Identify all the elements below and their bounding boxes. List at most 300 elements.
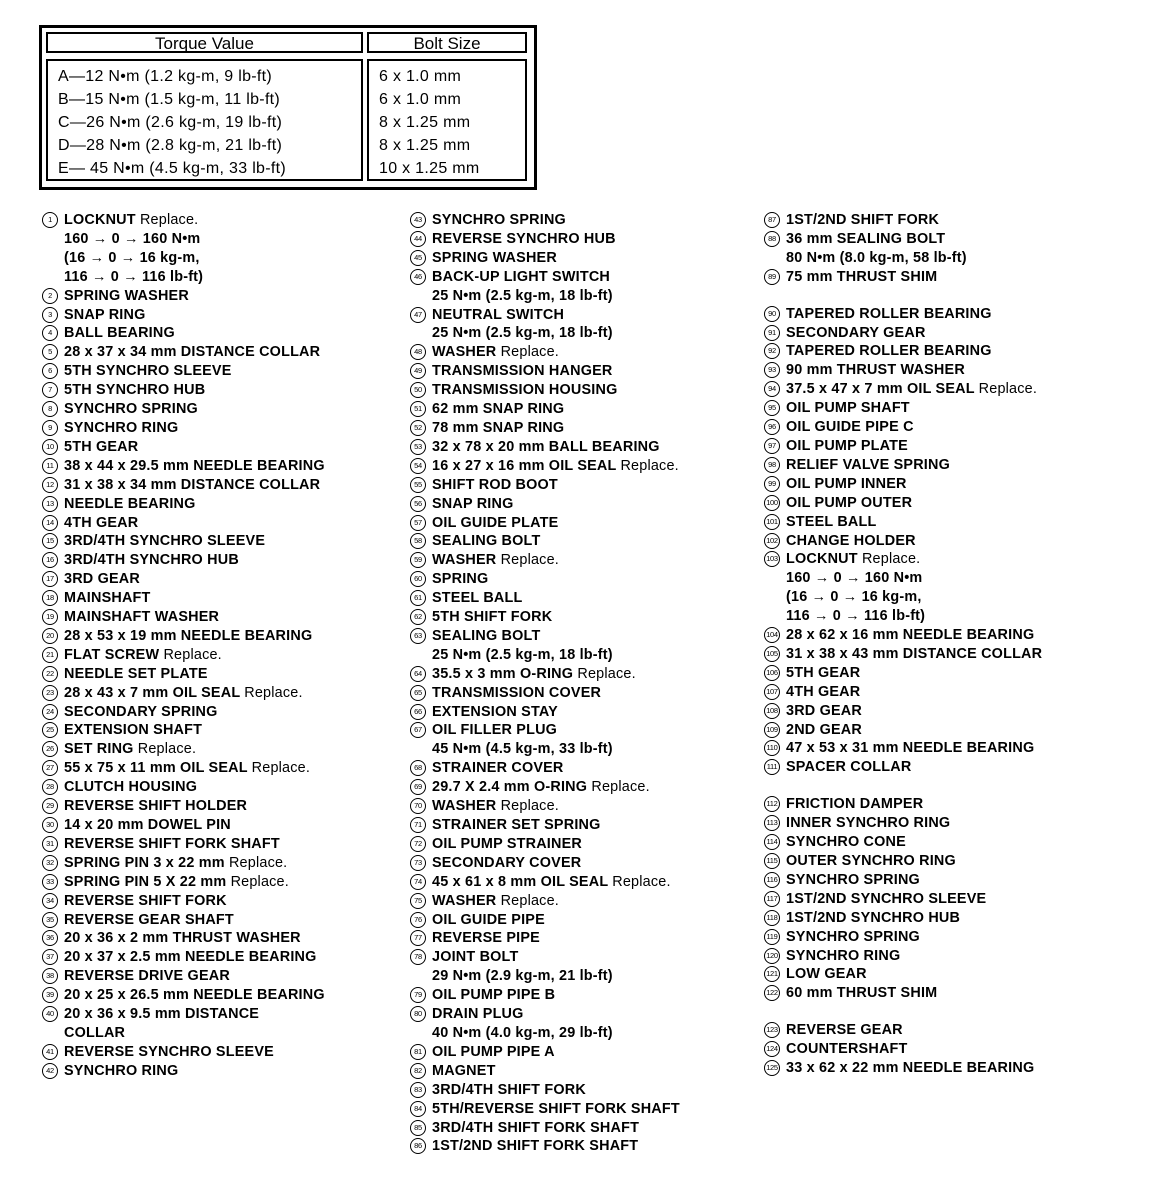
- part-text: [64, 400, 198, 419]
- part-line: [64, 589, 151, 608]
- part-text: [786, 626, 1034, 645]
- part-spec-line: 116 → 0 → 116 lb-ft): [64, 268, 204, 285]
- part-number-badge: 28: [42, 779, 58, 795]
- part-text: [64, 589, 151, 608]
- part-number-badge: 107: [764, 684, 780, 700]
- part-name: LOCKNUT: [64, 212, 136, 228]
- part-line: [786, 739, 1034, 758]
- part-number-badge: 121: [764, 966, 780, 982]
- part-text: [432, 306, 613, 344]
- part-item: [764, 683, 1042, 702]
- part-line: [64, 778, 197, 797]
- part-text: [64, 1005, 259, 1043]
- part-line: [432, 476, 558, 495]
- part-note: Replace.: [230, 873, 289, 890]
- part-item: [42, 419, 325, 438]
- part-name: SYNCHRO RING: [64, 1062, 179, 1079]
- part-line: [432, 684, 601, 703]
- part-text: [432, 835, 582, 854]
- part-number-badge: 113: [764, 815, 780, 831]
- part-number-badge: 36: [42, 930, 58, 946]
- part-name: TAPERED ROLLER BEARING: [786, 343, 992, 360]
- part-text: [786, 1059, 1034, 1078]
- part-name: SYNCHRO RING: [64, 419, 179, 436]
- part-text: [786, 965, 867, 984]
- part-number-badge: 58: [410, 533, 426, 549]
- part-text: [64, 306, 146, 325]
- part-number-badge: 38: [42, 968, 58, 984]
- part-item: [410, 381, 680, 400]
- part-text: [64, 929, 301, 948]
- part-number-badge: 87: [764, 212, 780, 228]
- part-line: [786, 947, 900, 966]
- part-line: [432, 514, 558, 533]
- part-name: NEEDLE SET PLATE: [64, 665, 208, 682]
- part-line: [432, 362, 613, 381]
- part-name: SPACER COLLAR: [786, 759, 912, 776]
- part-item: [410, 797, 680, 816]
- part-name: 20 x 37 x 2.5 mm NEEDLE BEARING: [64, 949, 317, 966]
- part-text: [432, 570, 488, 589]
- part-item: [42, 892, 325, 911]
- part-number-badge: 43: [410, 212, 426, 228]
- part-line: [432, 778, 650, 797]
- part-number-badge: 99: [764, 476, 780, 492]
- part-number-badge: 82: [410, 1063, 426, 1079]
- part-item: [410, 986, 680, 1005]
- part-text: [432, 532, 540, 551]
- part-text: [64, 211, 203, 287]
- part-number-badge: 98: [764, 457, 780, 473]
- part-name: 3RD/4TH SHIFT FORK: [432, 1081, 586, 1098]
- part-text: [64, 1062, 178, 1081]
- part-line: [786, 550, 925, 569]
- part-text: [64, 835, 280, 854]
- part-text: [432, 1119, 639, 1138]
- part-line: [432, 759, 564, 778]
- part-number-badge: 84: [410, 1101, 426, 1117]
- part-item: [42, 1005, 325, 1043]
- part-text: [432, 249, 557, 268]
- part-text: [432, 911, 545, 930]
- part-line: [432, 1081, 586, 1100]
- part-number-badge: 45: [410, 250, 426, 266]
- part-number-badge: 115: [764, 853, 780, 869]
- part-line: [786, 814, 950, 833]
- part-line: [786, 984, 937, 1003]
- part-name: 55 x 75 x 11 mm OIL SEAL: [64, 760, 248, 777]
- part-text: [432, 1043, 555, 1062]
- part-name: 28 x 43 x 7 mm OIL SEAL: [64, 684, 241, 701]
- part-number-badge: 5: [42, 344, 58, 360]
- part-item: [42, 476, 325, 495]
- part-line: [64, 646, 222, 665]
- part-item: [42, 929, 325, 948]
- part-number-badge: 33: [42, 874, 58, 890]
- part-item: [410, 703, 680, 722]
- part-line: [432, 495, 514, 514]
- part-line: [64, 1062, 178, 1081]
- part-number-badge: 22: [42, 666, 58, 682]
- part-item: [764, 721, 1042, 740]
- part-item: [42, 665, 325, 684]
- part-item: [764, 361, 1042, 380]
- part-item: [764, 211, 1042, 230]
- part-number-badge: 109: [764, 722, 780, 738]
- part-spec-line: (16 → 0 → 16 kg-m,: [64, 249, 200, 266]
- part-note: Replace.: [137, 741, 197, 758]
- part-note: Replace.: [500, 798, 559, 815]
- part-item: [764, 852, 1042, 871]
- part-text: [64, 854, 287, 873]
- part-line: [432, 1062, 496, 1081]
- part-name: COUNTERSHAFT: [786, 1041, 908, 1058]
- part-line: [64, 854, 287, 873]
- part-line: [432, 892, 559, 911]
- part-number-badge: 4: [42, 325, 58, 341]
- part-item: [42, 816, 325, 835]
- part-item: [764, 890, 1042, 909]
- part-number-badge: 103: [764, 551, 780, 567]
- part-line: [786, 342, 992, 361]
- part-name: 4TH GEAR: [64, 514, 139, 531]
- part-note: Replace.: [500, 552, 559, 569]
- part-name: STEEL BALL: [786, 513, 877, 530]
- part-item: [42, 854, 325, 873]
- part-line: [786, 380, 1037, 399]
- part-text: [64, 873, 289, 892]
- part-name: STEEL BALL: [432, 590, 523, 607]
- part-text: [432, 495, 514, 514]
- part-name: SNAP RING: [64, 306, 146, 323]
- part-text: [64, 759, 310, 778]
- part-item: [764, 758, 1042, 777]
- part-name: REVERSE PIPE: [432, 930, 540, 947]
- part-item: [42, 381, 325, 400]
- bolt-size-e: 10 x 1.25 mm: [379, 160, 480, 177]
- part-number-badge: 16: [42, 552, 58, 568]
- part-number-badge: 10: [42, 439, 58, 455]
- part-item: [410, 948, 680, 986]
- part-number-badge: 1: [42, 212, 58, 228]
- part-number-badge: 101: [764, 514, 780, 530]
- part-item: [764, 342, 1042, 361]
- part-number-badge: 7: [42, 382, 58, 398]
- part-item: [764, 437, 1042, 456]
- part-item: [42, 759, 325, 778]
- part-name: OIL PUMP STRAINER: [432, 835, 582, 852]
- part-name: 5TH SYNCHRO SLEEVE: [64, 363, 232, 380]
- part-name: SNAP RING: [432, 495, 514, 512]
- part-item: [410, 627, 680, 665]
- part-line: [64, 929, 301, 948]
- part-name: OIL GUIDE PLATE: [432, 514, 559, 531]
- part-item: [410, 929, 680, 948]
- bolt-size-header: Bolt Size: [367, 32, 527, 53]
- part-line: [432, 249, 557, 268]
- part-line: [786, 833, 906, 852]
- part-item: [410, 1137, 680, 1156]
- part-text: [786, 739, 1034, 758]
- part-name: 45 x 61 x 8 mm OIL SEAL: [432, 873, 609, 890]
- part-text: [786, 230, 967, 268]
- part-number-badge: 19: [42, 609, 58, 625]
- part-line: [786, 1059, 1034, 1078]
- part-line: [432, 306, 613, 325]
- part-number-badge: 9: [42, 420, 58, 436]
- part-text: [432, 343, 559, 362]
- part-line: [786, 645, 1042, 664]
- part-item: [410, 778, 680, 797]
- part-line: [432, 665, 636, 684]
- part-number-badge: 111: [764, 759, 780, 775]
- part-text: [64, 1043, 274, 1062]
- part-line: [786, 664, 860, 683]
- part-text: [786, 984, 937, 1003]
- part-line: [786, 268, 937, 287]
- part-number-badge: 117: [764, 891, 780, 907]
- part-name: SPRING WASHER: [432, 249, 557, 266]
- part-item: [42, 438, 325, 457]
- part-item: [42, 986, 325, 1005]
- part-number-badge: 97: [764, 438, 780, 454]
- part-number-badge: 106: [764, 665, 780, 681]
- part-name: NEEDLE BEARING: [64, 495, 196, 512]
- part-text: [432, 551, 559, 570]
- part-item: [42, 835, 325, 854]
- part-text: [64, 703, 218, 722]
- part-number-badge: 34: [42, 893, 58, 909]
- part-item: [410, 589, 680, 608]
- part-item: [42, 684, 325, 703]
- part-note: Replace.: [139, 212, 199, 228]
- part-text: [432, 608, 552, 627]
- part-name: TAPERED ROLLER BEARING: [786, 305, 992, 322]
- part-text: [64, 684, 303, 703]
- part-item: [42, 627, 325, 646]
- part-item: [764, 550, 1042, 626]
- part-text: [64, 986, 325, 1005]
- part-number-badge: 48: [410, 344, 426, 360]
- part-line: [432, 873, 671, 892]
- part-number-badge: 119: [764, 929, 780, 945]
- part-line: [786, 702, 862, 721]
- part-name: SHIFT ROD BOOT: [432, 476, 558, 493]
- part-item: [42, 495, 325, 514]
- part-number-badge: 17: [42, 571, 58, 587]
- part-text: [64, 646, 222, 665]
- part-number-badge: 23: [42, 685, 58, 701]
- part-text: [786, 211, 939, 230]
- part-spec-line: 25 N•m (2.5 kg-m, 18 lb-ft): [432, 646, 613, 663]
- part-line: [786, 513, 876, 532]
- part-item: [410, 759, 680, 778]
- part-number-badge: 75: [410, 893, 426, 909]
- part-text: [64, 457, 325, 476]
- part-line: [786, 795, 923, 814]
- part-text: [786, 380, 1037, 399]
- part-number-badge: 114: [764, 834, 780, 850]
- part-line: [432, 703, 558, 722]
- part-number-badge: 104: [764, 627, 780, 643]
- part-text: [432, 1100, 680, 1119]
- part-number-badge: 62: [410, 609, 426, 625]
- part-text: [432, 721, 613, 759]
- part-number-badge: 60: [410, 571, 426, 587]
- part-name: MAGNET: [432, 1062, 496, 1079]
- part-text: [64, 343, 320, 362]
- part-line: [64, 438, 138, 457]
- part-item: [764, 947, 1042, 966]
- part-line: [64, 532, 265, 551]
- part-item: [42, 514, 325, 533]
- part-name: OIL PUMP SHAFT: [786, 400, 910, 417]
- part-item: [42, 778, 325, 797]
- part-line: [786, 399, 910, 418]
- bolt-sizes: [367, 59, 527, 181]
- part-line: [64, 343, 320, 362]
- part-text: [432, 684, 601, 703]
- part-line: [432, 1100, 680, 1119]
- part-item: [410, 230, 680, 249]
- part-item: [764, 626, 1042, 645]
- part-item: [42, 589, 325, 608]
- part-item: [764, 702, 1042, 721]
- part-number-badge: 31: [42, 836, 58, 852]
- part-item: [42, 721, 325, 740]
- part-name: REVERSE SHIFT FORK: [64, 892, 227, 909]
- part-name: 62 mm SNAP RING: [432, 401, 565, 418]
- part-number-badge: 20: [42, 628, 58, 644]
- part-number-badge: 71: [410, 817, 426, 833]
- part-name: 4TH GEAR: [786, 683, 861, 700]
- part-name: 16 x 27 x 16 mm OIL SEAL: [432, 457, 617, 474]
- part-name: 5TH GEAR: [786, 664, 861, 681]
- part-name: 33 x 62 x 22 mm NEEDLE BEARING: [786, 1060, 1035, 1077]
- part-number-badge: 55: [410, 477, 426, 493]
- part-text: [64, 911, 234, 930]
- part-text: [786, 645, 1042, 664]
- part-name: OIL PUMP INNER: [786, 475, 907, 492]
- part-line: [786, 626, 1034, 645]
- part-item: [410, 570, 680, 589]
- part-note: Replace.: [163, 646, 222, 663]
- part-note: Replace.: [577, 665, 636, 682]
- part-number-badge: 56: [410, 496, 426, 512]
- part-number-badge: 57: [410, 515, 426, 531]
- part-name: SPRING PIN 3 x 22 mm: [64, 854, 225, 871]
- part-name: SYNCHRO SPRING: [432, 212, 566, 228]
- part-number-badge: 26: [42, 741, 58, 757]
- part-name: 35.5 x 3 mm O-RING: [432, 665, 574, 682]
- part-text: [786, 871, 920, 890]
- part-text: [64, 797, 247, 816]
- part-line: [786, 852, 956, 871]
- part-text: [64, 324, 175, 343]
- parts-column-2: [410, 211, 680, 1156]
- part-name: INNER SYNCHRO RING: [786, 815, 951, 832]
- part-spec-line: 29 N•m (2.9 kg-m, 21 lb-ft): [432, 968, 613, 985]
- part-item: [42, 1043, 325, 1062]
- part-item: [410, 1081, 680, 1100]
- part-name: EXTENSION SHAFT: [64, 722, 203, 739]
- part-item: [410, 892, 680, 911]
- torque-row-a: A—12 N•m (1.2 kg-m, 9 lb-ft): [58, 68, 273, 85]
- part-name: NEUTRAL SWITCH: [432, 306, 565, 323]
- part-number-badge: 76: [410, 912, 426, 928]
- part-number-badge: 37: [42, 949, 58, 965]
- torque-row-c: C—26 N•m (2.6 kg-m, 19 lb-ft): [58, 114, 283, 131]
- part-name: 3RD GEAR: [786, 702, 862, 719]
- part-number-badge: 118: [764, 910, 780, 926]
- part-text: [432, 381, 618, 400]
- part-item: [410, 514, 680, 533]
- part-number-badge: 120: [764, 948, 780, 964]
- part-text: [432, 816, 601, 835]
- part-number-badge: 3: [42, 307, 58, 323]
- part-item: [764, 475, 1042, 494]
- part-number-badge: 124: [764, 1041, 780, 1057]
- part-item: [410, 873, 680, 892]
- part-text: [64, 740, 196, 759]
- part-line: [64, 570, 140, 589]
- part-text: [786, 418, 914, 437]
- part-number-badge: 13: [42, 496, 58, 512]
- part-note: Replace.: [612, 873, 671, 890]
- part-text: [786, 683, 860, 702]
- part-text: [432, 854, 581, 873]
- part-item: [410, 854, 680, 873]
- part-number-badge: 95: [764, 400, 780, 416]
- part-item: [764, 268, 1042, 287]
- part-text: [64, 967, 230, 986]
- part-item: [764, 739, 1042, 758]
- part-name: REVERSE SHIFT FORK SHAFT: [64, 835, 280, 852]
- part-line: [432, 230, 616, 249]
- part-name: 5TH GEAR: [64, 438, 139, 455]
- part-item: [410, 835, 680, 854]
- part-number-badge: 105: [764, 646, 780, 662]
- part-text: [786, 456, 950, 475]
- part-number-badge: 108: [764, 703, 780, 719]
- part-name: 78 mm SNAP RING: [432, 419, 565, 436]
- part-item: [410, 1005, 680, 1043]
- torque-row-e: E— 45 N•m (4.5 kg-m, 33 lb-ft): [58, 160, 286, 177]
- part-line: [432, 438, 660, 457]
- part-name: SPRING PIN 5 X 22 mm: [64, 873, 227, 890]
- part-text: [64, 514, 138, 533]
- torque-row-b: B—15 N•m (1.5 kg-m, 11 lb-ft): [58, 91, 281, 108]
- part-item: [764, 532, 1042, 551]
- part-text: [64, 362, 232, 381]
- part-text: [432, 438, 660, 457]
- part-name: OIL GUIDE PIPE C: [786, 419, 914, 436]
- part-text: [432, 589, 522, 608]
- part-line: [432, 551, 559, 570]
- part-text: [786, 550, 925, 626]
- torque-table: [39, 25, 537, 190]
- part-name: FRICTION DAMPER: [786, 796, 924, 813]
- part-text: [432, 1081, 586, 1100]
- part-number-badge: 52: [410, 420, 426, 436]
- part-note: Replace.: [251, 760, 311, 777]
- part-number-badge: 77: [410, 930, 426, 946]
- part-line: [64, 986, 325, 1005]
- part-name: REVERSE DRIVE GEAR: [64, 968, 230, 985]
- part-number-badge: 66: [410, 704, 426, 720]
- part-name: OUTER SYNCHRO RING: [786, 853, 956, 869]
- part-line: [786, 758, 911, 777]
